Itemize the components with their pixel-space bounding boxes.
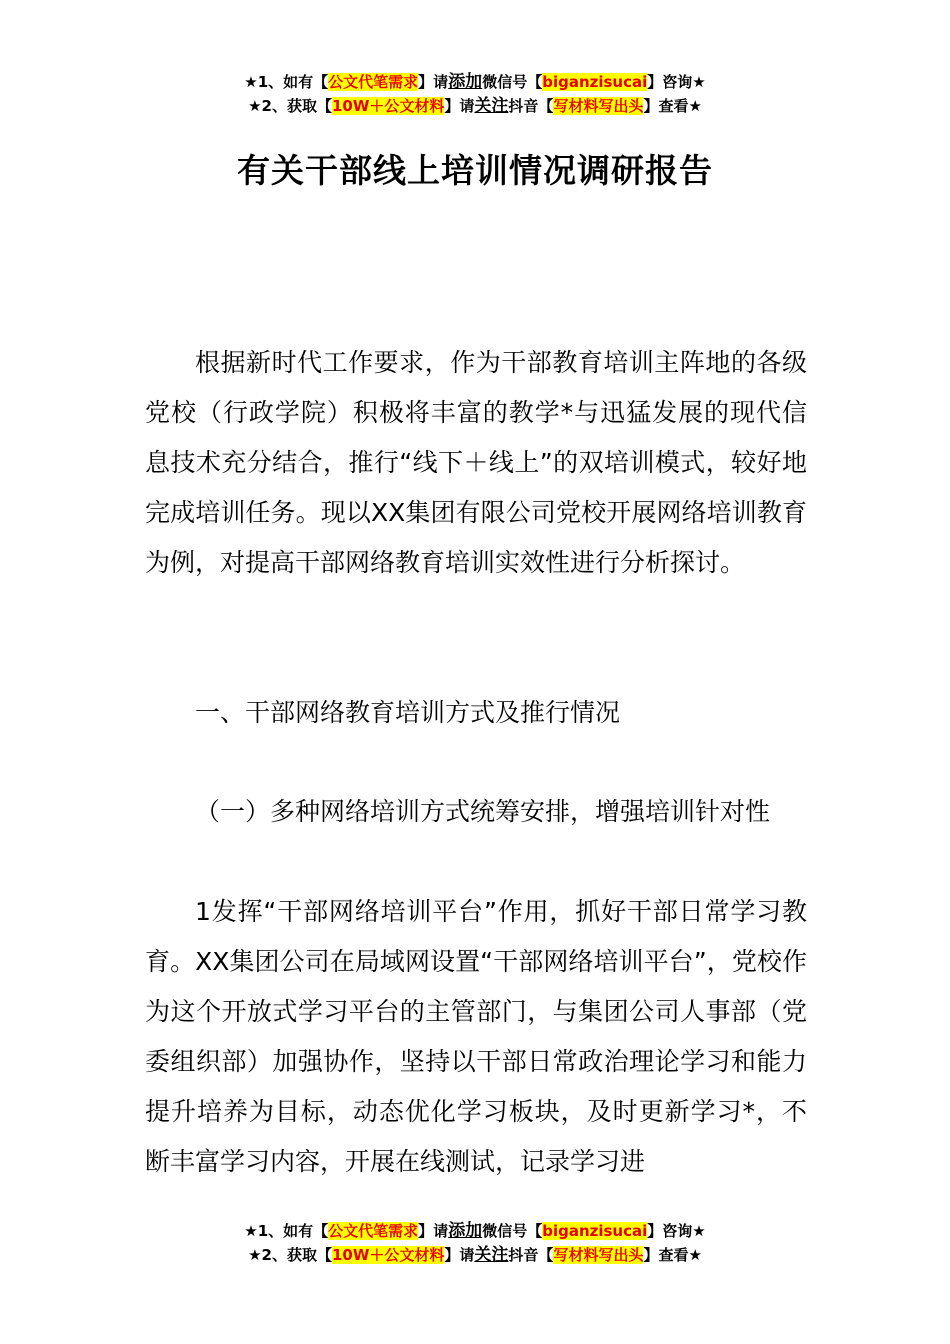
banner-highlight: biganzisucai (542, 1222, 648, 1240)
document-title: 有关干部线上培训情况调研报告 (237, 151, 713, 190)
banner-underlined: 关注 (474, 1245, 509, 1265)
banner-text: 】请 (418, 73, 449, 91)
banner-text: 抖音【 (508, 1246, 554, 1264)
banner-text: 微信号【 (482, 73, 543, 91)
banner-underlined: 添加 (448, 72, 483, 92)
banner-highlight: 公文代笔需求 (328, 73, 419, 91)
heading-text: 一、干部网络教育培训方式及推行情况 (195, 698, 621, 727)
top-banner (0, 70, 950, 118)
banner-text: ★1、如有【 (244, 73, 329, 91)
banner-highlight: 写材料写出头 (553, 1246, 644, 1264)
body-paragraph-2 (145, 887, 807, 1187)
paragraph-text: 根据新时代工作要求，作为干部教育培训主阵地的各级党校（行政学院）积极将丰富的教学*与迅猛发展的现代信息技术充分结合，推行“线下＋线上”的双培训模式，较好地完成培训任务。现以XX集团有限公司党校开展网络培训教育为例，对提高干部网络教育培训实效性进行分析探讨。 (145, 348, 807, 577)
banner-text: 】咨询★ (647, 73, 706, 91)
banner-text: 】请 (444, 1246, 475, 1264)
banner-underlined: 关注 (474, 96, 509, 116)
paragraph-text: 1发挥“干部网络培训平台”作用，抓好干部日常学习教育。XX集团公司在局域网设置“干部网络培训平台”，党校作为这个开放式学习平台的主管部门，与集团公司人事部（党委组织部）加强协作，坚持以干部日常政治理论学习和能力提升培养为目标，动态优化学习板块，及时更新学习*，不断丰富学习内容，开展在线测试，记录学习进 (145, 897, 807, 1176)
banner-highlight: 写材料写出头 (553, 97, 644, 115)
banner-text: 】请 (444, 97, 475, 115)
banner-highlight: biganzisucai (542, 73, 648, 91)
banner-highlight: 公文代笔需求 (328, 1222, 419, 1240)
heading-text: （一）多种网络培训方式统筹安排，增强培训针对性 (195, 797, 771, 826)
banner-text: 】查看★ (643, 1246, 702, 1264)
banner-text: ★1、如有【 (244, 1222, 329, 1240)
bottom-banner (0, 1219, 950, 1267)
banner-line-1 (0, 1219, 950, 1243)
body-paragraph-1 (145, 338, 807, 588)
banner-text: 】查看★ (643, 97, 702, 115)
banner-text: ★2、获取【 (248, 1246, 332, 1264)
banner-text: 微信号【 (482, 1222, 543, 1240)
banner-highlight: 10W＋公文材料 (331, 1246, 445, 1264)
banner-text: ★2、获取【 (248, 97, 332, 115)
section-heading-1 (145, 688, 807, 738)
banner-highlight: 10W＋公文材料 (331, 97, 445, 115)
banner-text: 】咨询★ (647, 1222, 706, 1240)
banner-line-2 (0, 1243, 950, 1267)
subsection-heading-1 (145, 787, 807, 837)
banner-underlined: 添加 (448, 1221, 483, 1241)
banner-line-2 (0, 94, 950, 118)
banner-text: 】请 (418, 1222, 449, 1240)
banner-text: 抖音【 (508, 97, 554, 115)
banner-line-1 (0, 70, 950, 94)
